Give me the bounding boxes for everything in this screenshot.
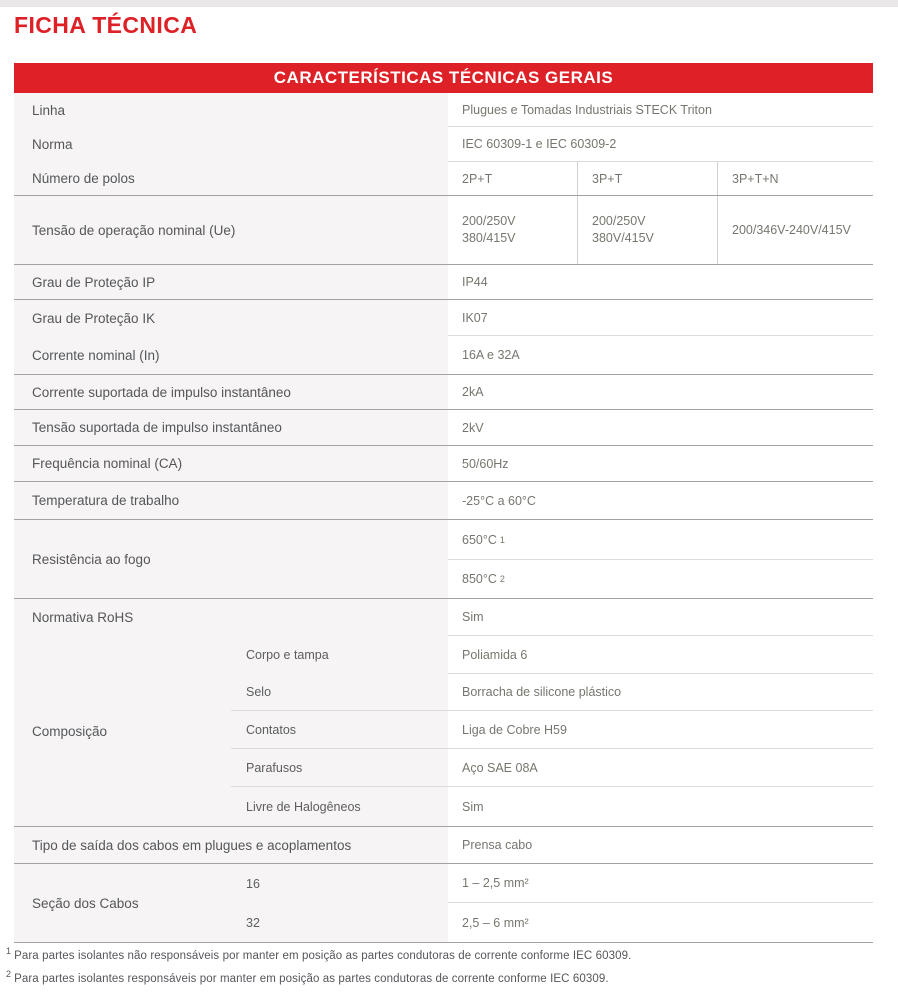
- secao-row-16: [231, 864, 873, 903]
- polos-3ptn-value: 3P+T+N: [717, 162, 873, 195]
- resistencia-850-sup: 2: [499, 574, 505, 584]
- row-grau-ip: [14, 265, 873, 300]
- footnote-2: [6, 969, 886, 985]
- row-grau-ip-label: Grau de Proteção IP: [14, 265, 448, 299]
- footnote-1-text: Para partes isolantes não responsáveis por manter em posição as partes condutoras de corrente conforme IEC 60309.: [14, 949, 632, 962]
- resistencia-fogo-values: [448, 520, 873, 598]
- row-tensao-impulso-value: 2kV: [448, 410, 873, 445]
- row-resistencia-fogo-label: Resistência ao fogo: [14, 520, 448, 598]
- row-corrente-nominal-label: Corrente nominal (In): [14, 336, 448, 374]
- row-tensao-operacao-label: Tensão de operação nominal (Ue): [14, 196, 448, 264]
- row-rohs: [14, 599, 873, 636]
- technical-characteristics-table: [14, 63, 873, 943]
- row-temperatura-label: Temperatura de trabalho: [14, 482, 448, 519]
- row-grau-ik-value: IK07: [448, 300, 873, 336]
- secao-16-value: 1 – 2,5 mm²: [448, 864, 873, 903]
- tensao-2pt-line2: 380/415V: [462, 231, 516, 245]
- tensao-2pt-value: [448, 196, 577, 264]
- row-tensao-operacao: [14, 196, 873, 265]
- row-linha-value: Plugues e Tomadas Industriais STECK Triton: [448, 93, 873, 127]
- group-resistencia-fogo: [14, 520, 873, 599]
- secao-32-value: 2,5 – 6 mm²: [448, 903, 873, 942]
- composicao-halogeneos-label: Livre de Halogêneos: [231, 787, 448, 826]
- composicao-row-selo: [231, 674, 873, 711]
- footnote-1-sup: 1: [6, 946, 12, 956]
- row-corrente-nominal: [14, 336, 873, 375]
- row-temperatura: [14, 482, 873, 520]
- table-header-title: CARACTERÍSTICAS TÉCNICAS GERAIS: [273, 68, 614, 87]
- table-header-bar: [14, 63, 873, 93]
- row-corrente-nominal-value: 16A e 32A: [448, 336, 873, 374]
- footnote-2-sup: 2: [6, 968, 12, 979]
- composicao-selo-label: Selo: [231, 674, 448, 710]
- composicao-contatos-label: Contatos: [231, 711, 448, 748]
- secao-16-label: 16: [231, 864, 448, 903]
- resistencia-650-value: [448, 520, 873, 560]
- row-rohs-label: Normativa RoHS: [14, 599, 448, 636]
- row-grau-ik-label: Grau de Proteção IK: [14, 300, 448, 336]
- row-frequencia-value: 50/60Hz: [448, 446, 873, 481]
- row-norma-label: Norma: [14, 127, 448, 162]
- row-linha: [14, 93, 873, 127]
- composicao-rows: [231, 636, 873, 826]
- row-saida-cabos-label: Tipo de saída dos cabos em plugues e acoplamentos: [14, 827, 448, 863]
- tensao-3pt-line2: 380V/415V: [592, 231, 654, 245]
- row-frequencia: [14, 446, 873, 482]
- row-grau-ik: [14, 300, 873, 336]
- row-corrente-impulso-label: Corrente suportada de impulso instantâneo: [14, 375, 448, 409]
- tensao-3pt-line1: 200/250V: [592, 213, 646, 228]
- resistencia-fogo-row-850: [448, 560, 873, 598]
- composicao-row-halogeneos: [231, 787, 873, 826]
- group-secao-cabos: [14, 864, 873, 943]
- polos-2pt-value: 2P+T: [448, 162, 577, 195]
- composicao-parafusos-value: Aço SAE 08A: [448, 749, 873, 786]
- polos-3pt-value: 3P+T: [577, 162, 717, 195]
- composicao-row-contatos: [231, 711, 873, 749]
- composicao-corpo-label: Corpo e tampa: [231, 636, 448, 674]
- tensao-3ptn-value: 200/346V-240V/415V: [717, 196, 873, 264]
- composicao-label: Composição: [14, 636, 231, 826]
- row-numero-polos: [14, 162, 873, 196]
- footnote-2-text: Para partes isolantes responsáveis por manter em posição as partes condutoras de corrente conforme IEC 60309.: [14, 972, 609, 985]
- resistencia-850-text: 850°C: [462, 572, 497, 586]
- composicao-parafusos-label: Parafusos: [231, 749, 448, 786]
- secao-32-label: 32: [231, 903, 448, 942]
- composicao-contatos-value: Liga de Cobre H59: [448, 711, 873, 748]
- tensao-3pt-value: [577, 196, 717, 264]
- footnote-1: [6, 946, 886, 962]
- row-linha-label: Linha: [14, 93, 448, 127]
- composicao-row-corpo: [231, 636, 873, 674]
- top-gray-strip: [0, 0, 898, 7]
- row-tensao-impulso-label: Tensão suportada de impulso instantâneo: [14, 410, 448, 445]
- resistencia-fogo-row-650: [448, 520, 873, 560]
- secao-cabos-label: Seção dos Cabos: [14, 864, 231, 942]
- resistencia-650-text: 650°C: [462, 532, 497, 547]
- row-saida-cabos: [14, 827, 873, 864]
- footnotes: [6, 946, 886, 992]
- row-rohs-value: Sim: [448, 599, 873, 636]
- page-title: FICHA TÉCNICA: [14, 12, 198, 38]
- row-corrente-impulso-value: 2kA: [448, 375, 873, 409]
- row-corrente-impulso: [14, 375, 873, 410]
- row-tensao-impulso: [14, 410, 873, 446]
- row-norma-value: IEC 60309-1 e IEC 60309-2: [448, 127, 873, 162]
- composicao-halogeneos-value: Sim: [448, 787, 873, 826]
- composicao-corpo-value: Poliamida 6: [448, 636, 873, 674]
- composicao-selo-value: Borracha de silicone plástico: [448, 674, 873, 710]
- row-frequencia-label: Frequência nominal (CA): [14, 446, 448, 481]
- resistencia-650-sup: 1: [499, 534, 505, 545]
- group-composicao: [14, 636, 873, 827]
- row-numero-polos-label: Número de polos: [14, 162, 448, 195]
- row-temperatura-value: -25°C a 60°C: [448, 482, 873, 519]
- composicao-row-parafusos: [231, 749, 873, 787]
- resistencia-850-value: [448, 560, 873, 598]
- secao-row-32: [231, 903, 873, 942]
- row-grau-ip-value: IP44: [448, 265, 873, 299]
- row-norma: [14, 127, 873, 162]
- secao-cabos-rows: [231, 864, 873, 942]
- row-saida-cabos-value: Prensa cabo: [448, 827, 873, 863]
- tensao-2pt-line1: 200/250V: [462, 213, 516, 228]
